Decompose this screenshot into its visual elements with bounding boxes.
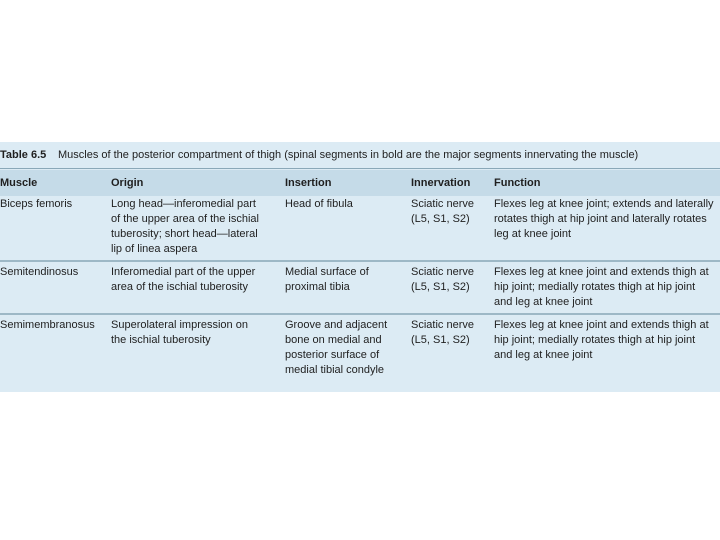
cell-line: lip of linea aspera (111, 243, 198, 255)
cell-line: leg at knee joint (494, 228, 572, 240)
cell-function (494, 265, 720, 310)
cell-line: Long head—inferomedial part (111, 198, 256, 210)
cell-line: tuberosity; short head—lateral (111, 228, 258, 240)
header-innervation: Innervation (411, 177, 471, 189)
cell-innervation (411, 265, 489, 295)
cell-line: of the upper area of the ischial (111, 213, 259, 225)
cell-origin (111, 318, 279, 348)
cell-line: area of the ischial tuberosity (111, 281, 248, 293)
cell-line: and leg at knee joint (494, 296, 593, 308)
cell-line: Flexes leg at knee joint; extends and laterally (494, 198, 714, 210)
cell-line: Sciatic nerve (411, 198, 474, 210)
cell-line: proximal tibia (285, 281, 350, 293)
cell-line: the ischial tuberosity (111, 334, 211, 346)
cell-muscle (0, 318, 108, 333)
cell-line: Semimembranosus (0, 319, 95, 331)
cell-line: Flexes leg at knee joint and extends thigh at (494, 319, 709, 331)
table-header-row (0, 170, 720, 196)
cell-line: Semitendinosus (0, 266, 79, 278)
cell-innervation (411, 197, 489, 227)
table-label: Table 6.5 (0, 149, 47, 161)
cell-line: (L5, S1, S2) (411, 213, 470, 225)
cell-line: Biceps femoris (0, 198, 73, 210)
cell-insertion (285, 265, 403, 295)
header-function: Function (494, 177, 541, 189)
cell-line: bone on medial and (285, 334, 382, 346)
cell-innervation (411, 318, 489, 348)
cell-line: (L5, S1, S2) (411, 281, 470, 293)
cell-line: rotates thigh at hip joint and laterally rotates (494, 213, 707, 225)
header-insertion: Insertion (285, 177, 332, 189)
cell-line: Inferomedial part of the upper (111, 266, 256, 278)
cell-line: (L5, S1, S2) (411, 334, 470, 346)
cell-function (494, 197, 720, 242)
header-origin: Origin (111, 177, 144, 189)
cell-insertion (285, 197, 403, 212)
cell-line: Medial surface of (285, 266, 369, 278)
cell-line: hip joint; medially rotates thigh at hip joint (494, 334, 696, 346)
header-muscle: Muscle (0, 177, 38, 189)
cell-line: and leg at knee joint (494, 349, 593, 361)
cell-line: Head of fibula (285, 198, 353, 210)
row-divider (0, 313, 720, 315)
cell-muscle (0, 265, 108, 280)
cell-line: medial tibial condyle (285, 364, 385, 376)
cell-line: Flexes leg at knee joint and extends thigh at (494, 266, 709, 278)
cell-line: Sciatic nerve (411, 266, 474, 278)
cell-line: Groove and adjacent (285, 319, 388, 331)
cell-line: hip joint; medially rotates thigh at hip joint (494, 281, 696, 293)
cell-muscle (0, 197, 108, 212)
muscle-table (0, 142, 720, 392)
cell-function (494, 318, 720, 363)
cell-line: Superolateral impression on (111, 319, 248, 331)
table-title (0, 142, 720, 169)
cell-insertion (285, 318, 403, 378)
table-caption: Muscles of the posterior compartment of thigh (spinal segments in bold are the major segments innervating the muscle) (58, 149, 639, 161)
cell-line: posterior surface of (285, 349, 380, 361)
cell-line: Sciatic nerve (411, 319, 474, 331)
cell-origin (111, 197, 279, 257)
cell-origin (111, 265, 279, 295)
row-divider (0, 260, 720, 262)
